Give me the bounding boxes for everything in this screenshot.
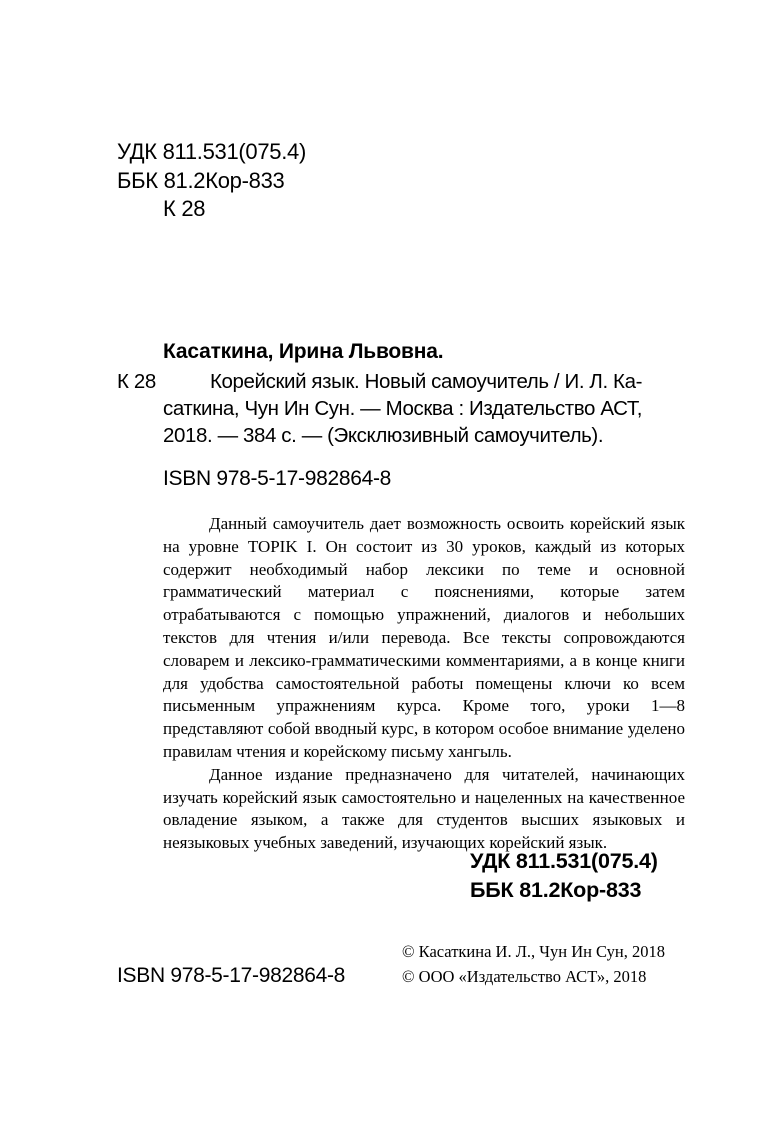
udk-code: УДК 811.531(075.4) bbox=[117, 139, 307, 164]
bibliographic-line-3: 2018. — 384 с. — (Эксклюзивный самоучитель). bbox=[163, 424, 604, 447]
isbn-footer: ISBN 978-5-17-982864-8 bbox=[117, 964, 346, 987]
bibliographic-line-1: Корейский язык. Новый самоучитель / И. Л. Ка- bbox=[210, 370, 643, 393]
annotation-paragraph: Данное издание предназначено для читателей, начинающих изучать корейский язык самостоятельно и нацеленных на качественное овладение языком, а также для студентов высших языковых и неязыковых учебных заведений, изучающих корейский язык. bbox=[163, 764, 685, 853]
annotation bbox=[163, 513, 685, 855]
author-mark: К 28 bbox=[163, 196, 206, 221]
copyright-publisher: © ООО «Издательство АСТ», 2018 bbox=[402, 967, 647, 986]
annotation-paragraph: Данный самоучитель дает возможность освоить корейский язык на уровне TOPIK I. Он состоит из 30 уроков, каждый из которых содержит необходимый набор лексики по теме и основной грамматический материал с пояснениями, которые затем отрабатываются с помощью упражнений, диалогов и небольших текстов для чтения и/или перевода. Все тексты сопровождаются словарем и лексико-грамматическими комментариями, а в конце книги для удобства самостоятельной работы помещены ключи ко всем письменным упражнениям курса. Кроме того, уроки 1—8 представляют собой вводный курс, в котором особое внимание уделено правилам чтения и корейскому письму хангыль. bbox=[163, 514, 685, 761]
udk-code-bold: УДК 811.531(075.4) bbox=[470, 849, 658, 873]
bbk-code-bold: ББК 81.2Кор-833 bbox=[470, 878, 642, 902]
author-heading: Касаткина, Ирина Львовна. bbox=[163, 340, 444, 363]
copyright-authors: © Касаткина И. Л., Чун Ин Сун, 2018 bbox=[402, 942, 665, 961]
bbk-code: ББК 81.2Кор-833 bbox=[117, 168, 285, 193]
record-author-mark: К 28 bbox=[117, 370, 156, 393]
isbn-record: ISBN 978-5-17-982864-8 bbox=[163, 467, 392, 490]
bibliographic-line-2: саткина, Чун Ин Сун. — Москва : Издательство АСТ, bbox=[163, 397, 643, 420]
